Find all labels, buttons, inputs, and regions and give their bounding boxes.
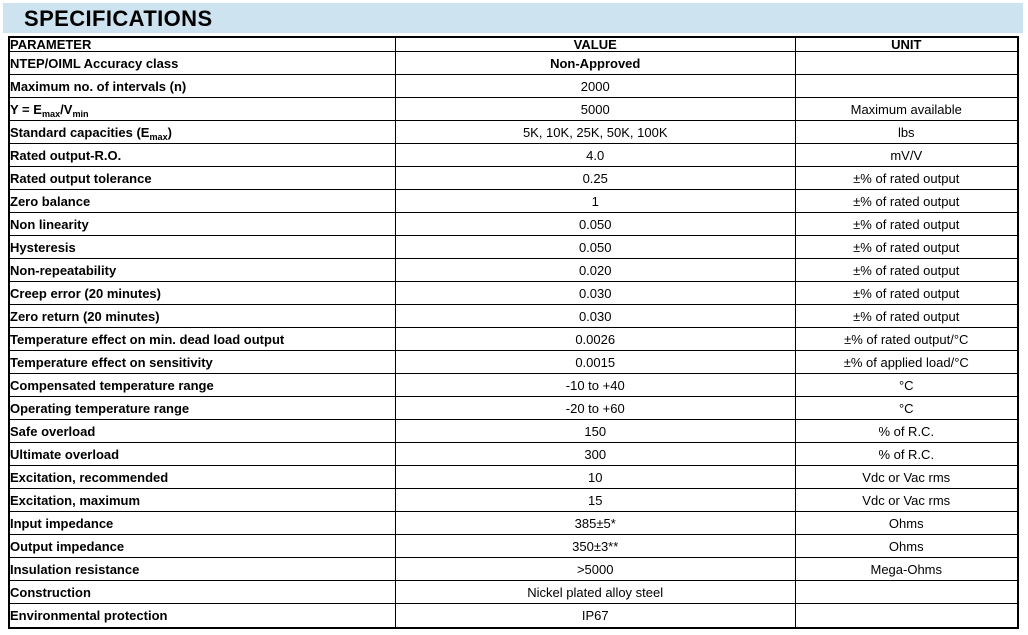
unit-cell: [795, 604, 1018, 628]
unit-cell: % of R.C.: [795, 443, 1018, 466]
table-header-row: [9, 37, 1018, 52]
value-cell: 300: [395, 443, 795, 466]
table-row: [9, 236, 1018, 259]
value-cell: 350±3**: [395, 535, 795, 558]
table-row: [9, 489, 1018, 512]
table-row: [9, 443, 1018, 466]
parameter-cell: Standard capacities $(E_{max})$: [9, 121, 395, 144]
parameter-cell: Compensated temperature range: [9, 374, 395, 397]
table-row: [9, 374, 1018, 397]
parameter-cell: Excitation, maximum: [9, 489, 395, 512]
unit-cell: °C: [795, 397, 1018, 420]
table-body: [9, 52, 1018, 629]
value-cell: 2000: [395, 75, 795, 98]
value-cell: 0.030: [395, 282, 795, 305]
unit-cell: ±% of rated output: [795, 282, 1018, 305]
parameter-cell: Safe overload: [9, 420, 395, 443]
table-row: [9, 259, 1018, 282]
unit-cell: ±% of rated output: [795, 213, 1018, 236]
table-row: [9, 282, 1018, 305]
value-cell: 385±5*: [395, 512, 795, 535]
page-title: SPECIFICATIONS: [24, 5, 213, 31]
parameter-cell: Temperature effect on min. dead load output: [9, 328, 395, 351]
table-row: [9, 512, 1018, 535]
unit-cell: Vdc or Vac rms: [795, 466, 1018, 489]
unit-cell: ±% of rated output: [795, 236, 1018, 259]
value-cell: 10: [395, 466, 795, 489]
column-header-unit: UNIT: [795, 37, 1018, 52]
table-row: [9, 604, 1018, 628]
table-row: [9, 397, 1018, 420]
table-row: [9, 420, 1018, 443]
value-cell: Nickel plated alloy steel: [395, 581, 795, 604]
unit-cell: °C: [795, 374, 1018, 397]
unit-cell: Ohms: [795, 512, 1018, 535]
unit-cell: % of R.C.: [795, 420, 1018, 443]
table-row: [9, 535, 1018, 558]
table-row: [9, 581, 1018, 604]
parameter-cell: Input impedance: [9, 512, 395, 535]
value-cell: 0.25: [395, 167, 795, 190]
table-row: [9, 98, 1018, 121]
unit-cell: [795, 75, 1018, 98]
unit-cell: ±% of rated output: [795, 259, 1018, 282]
parameter-cell: NTEP/OIML Accuracy class: [9, 52, 395, 75]
parameter-cell: $Y = E_{max}/V_{min}$: [9, 98, 395, 121]
table-row: [9, 121, 1018, 144]
parameter-cell: Creep error (20 minutes): [9, 282, 395, 305]
value-cell: 0.030: [395, 305, 795, 328]
value-cell: 0.0015: [395, 351, 795, 374]
value-cell: 5K, 10K, 25K, 50K, 100K: [395, 121, 795, 144]
spec-table: [8, 36, 1019, 629]
unit-cell: mV/V: [795, 144, 1018, 167]
parameter-cell: Non linearity: [9, 213, 395, 236]
table-row: [9, 52, 1018, 75]
value-cell: Non-Approved: [395, 52, 795, 75]
unit-cell: Mega-Ohms: [795, 558, 1018, 581]
table-row: [9, 213, 1018, 236]
value-cell: 0.050: [395, 213, 795, 236]
unit-cell: ±% of rated output: [795, 305, 1018, 328]
value-cell: 0.050: [395, 236, 795, 259]
parameter-cell: Non-repeatability: [9, 259, 395, 282]
unit-cell: Vdc or Vac rms: [795, 489, 1018, 512]
unit-cell: lbs: [795, 121, 1018, 144]
unit-cell: [795, 52, 1018, 75]
table-row: [9, 558, 1018, 581]
parameter-cell: Excitation, recommended: [9, 466, 395, 489]
unit-cell: [795, 581, 1018, 604]
value-cell: -20 to +60: [395, 397, 795, 420]
value-cell: 4.0: [395, 144, 795, 167]
parameter-cell: Hysteresis: [9, 236, 395, 259]
value-cell: 0.020: [395, 259, 795, 282]
table-row: [9, 305, 1018, 328]
parameter-cell: Insulation resistance: [9, 558, 395, 581]
parameter-cell: Rated output tolerance: [9, 167, 395, 190]
column-header-parameter: PARAMETER: [9, 37, 395, 52]
table-row: [9, 167, 1018, 190]
table-row: [9, 75, 1018, 98]
unit-cell: ±% of applied load/°C: [795, 351, 1018, 374]
value-cell: 5000: [395, 98, 795, 121]
parameter-cell: Zero balance: [9, 190, 395, 213]
value-cell: -10 to +40: [395, 374, 795, 397]
parameter-cell: Ultimate overload: [9, 443, 395, 466]
parameter-cell: Rated output-R.O.: [9, 144, 395, 167]
unit-cell: ±% of rated output/°C: [795, 328, 1018, 351]
table-row: [9, 328, 1018, 351]
table-row: [9, 466, 1018, 489]
specifications-table: [8, 36, 1019, 629]
value-cell: 1: [395, 190, 795, 213]
value-cell: 0.0026: [395, 328, 795, 351]
table-row: [9, 190, 1018, 213]
title-bar: [3, 3, 1023, 33]
value-cell: IP67: [395, 604, 795, 628]
value-cell: >5000: [395, 558, 795, 581]
unit-cell: ±% of rated output: [795, 190, 1018, 213]
parameter-cell: Temperature effect on sensitivity: [9, 351, 395, 374]
table-row: [9, 351, 1018, 374]
value-cell: 15: [395, 489, 795, 512]
parameter-cell: Construction: [9, 581, 395, 604]
parameter-cell: Output impedance: [9, 535, 395, 558]
value-cell: 150: [395, 420, 795, 443]
unit-cell: Maximum available: [795, 98, 1018, 121]
parameter-cell: Zero return (20 minutes): [9, 305, 395, 328]
unit-cell: Ohms: [795, 535, 1018, 558]
parameter-cell: Operating temperature range: [9, 397, 395, 420]
parameter-cell: Environmental protection: [9, 604, 395, 628]
table-row: [9, 144, 1018, 167]
unit-cell: ±% of rated output: [795, 167, 1018, 190]
parameter-cell: Maximum no. of intervals (n): [9, 75, 395, 98]
column-header-value: VALUE: [395, 37, 795, 52]
